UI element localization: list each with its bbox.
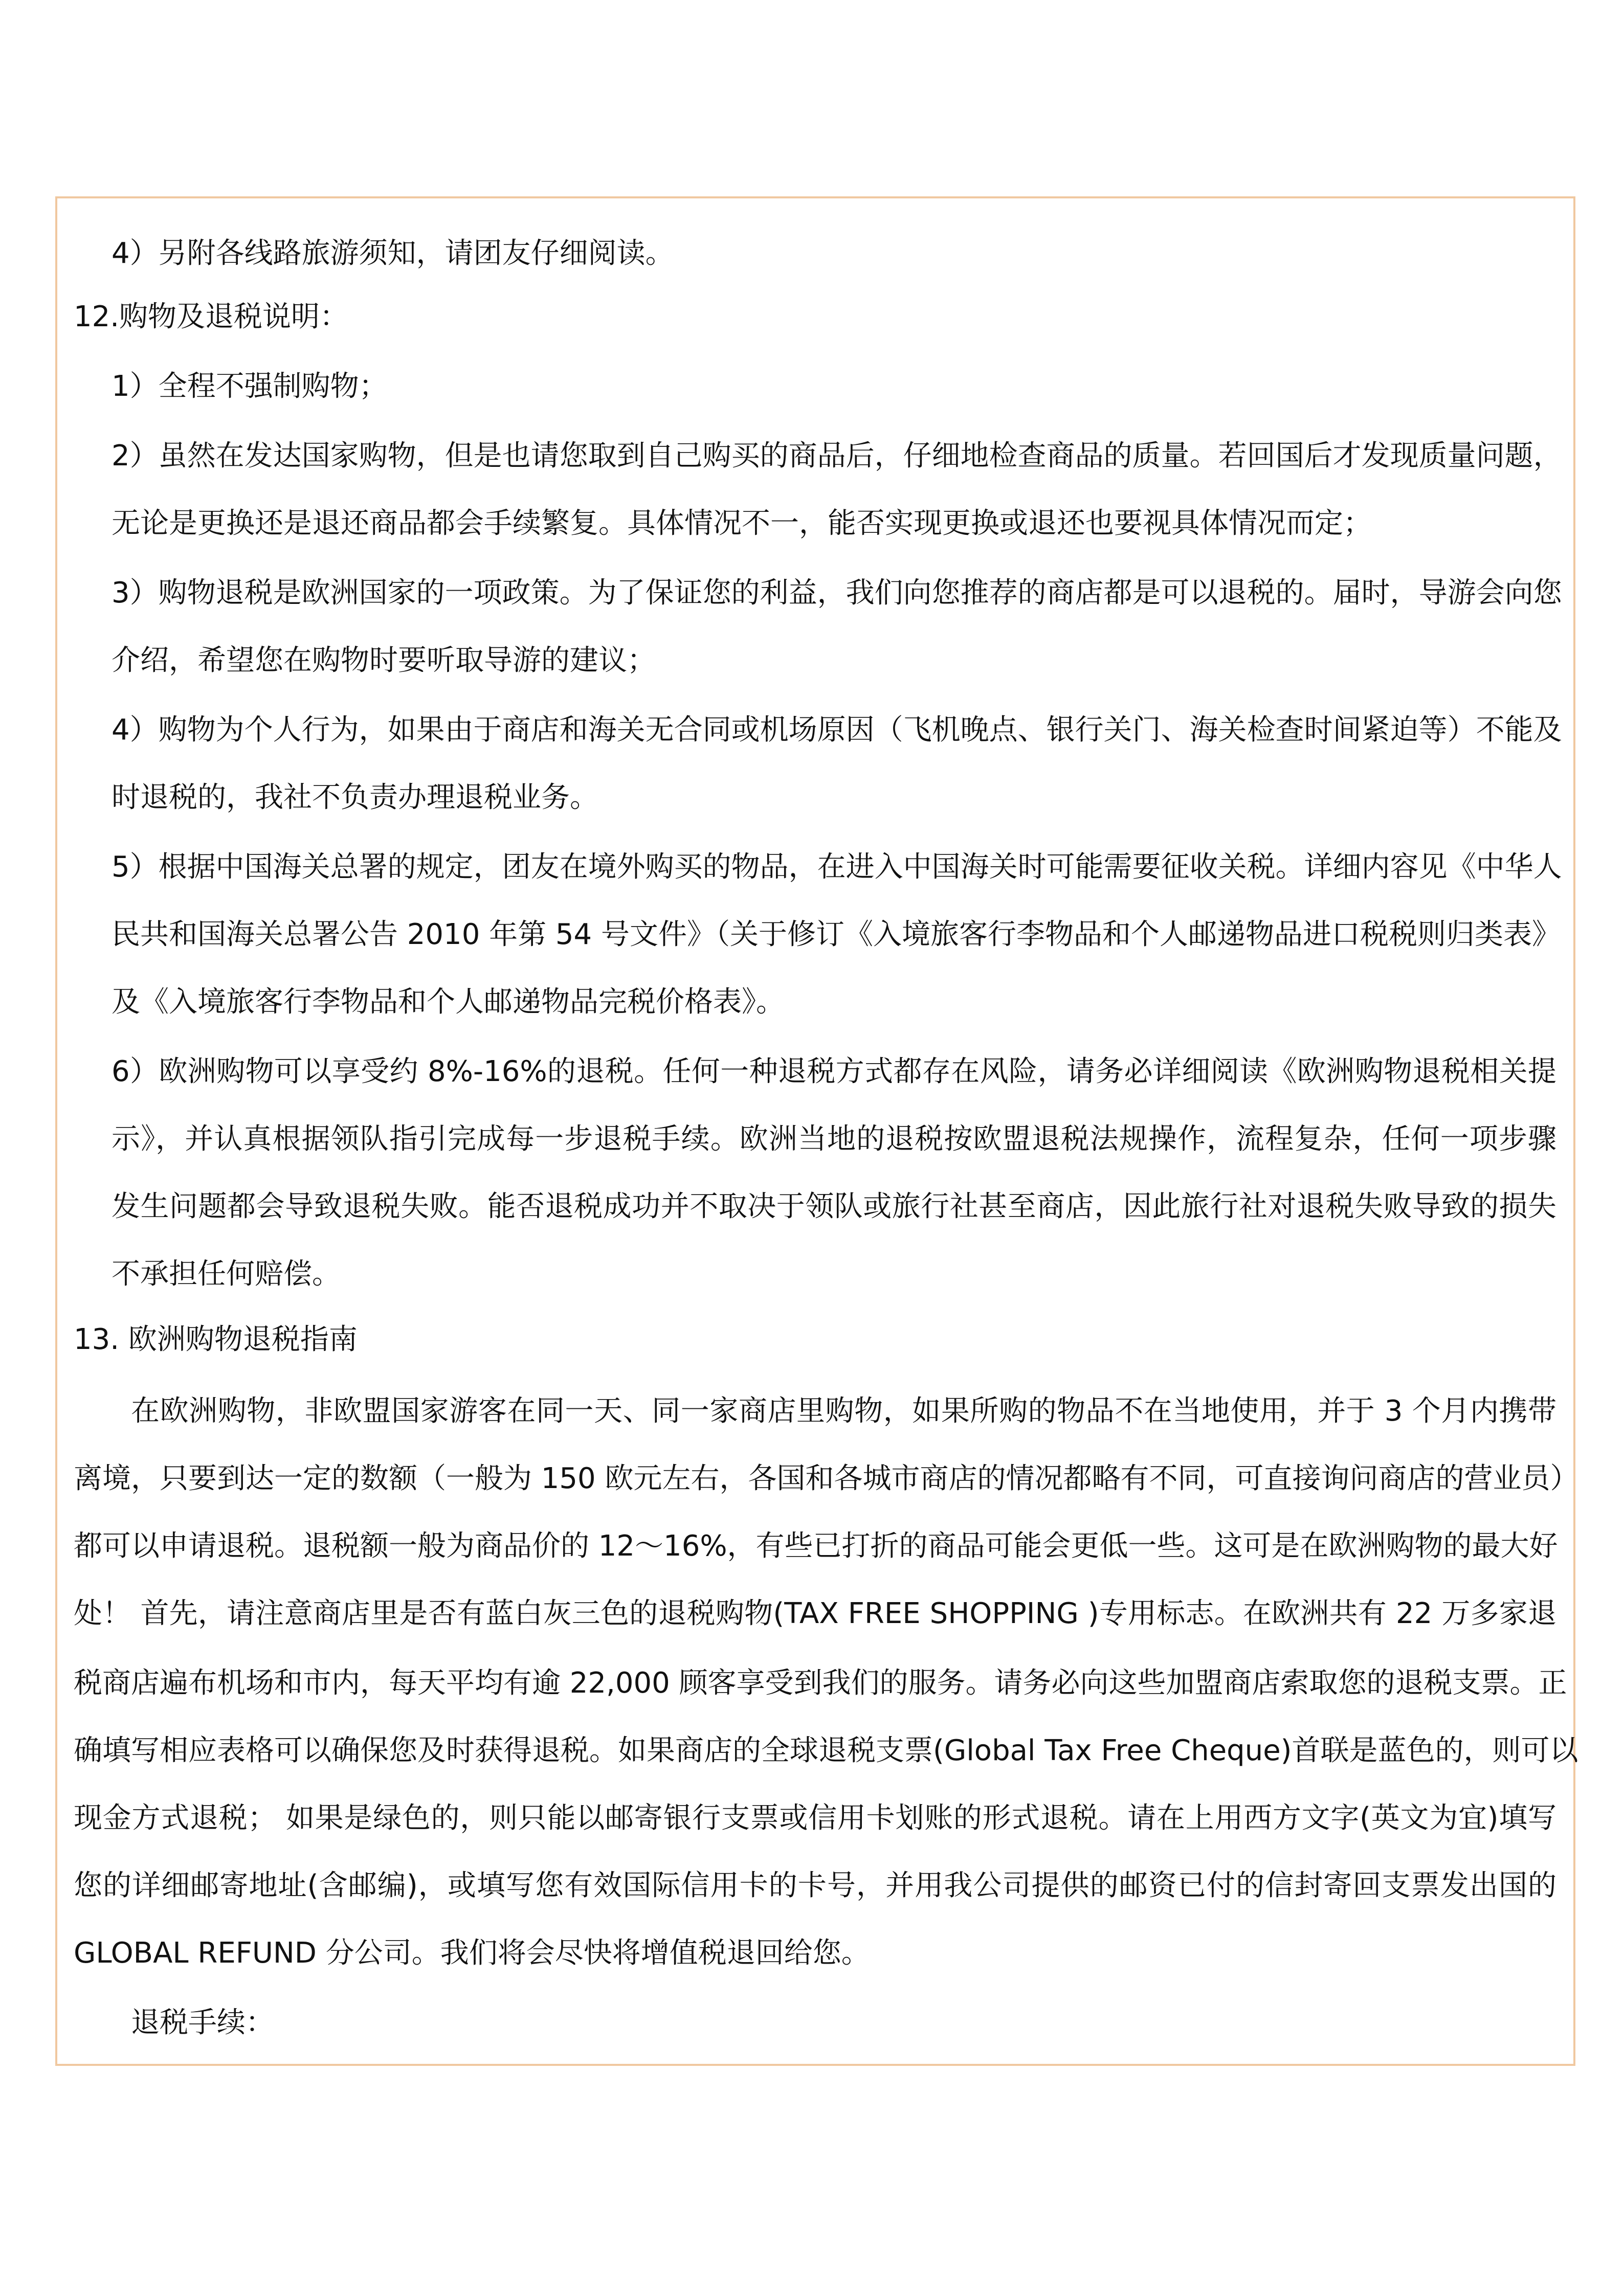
- text-line: 您的详细邮寄地址(含邮编)，或填写您有效国际信用卡的卡号，并用我公司提供的邮资已付的信封寄回支票发出国的: [74, 1869, 1556, 1902]
- text-line: 6）欧洲购物可以享受约 8%-16%的退税。任何一种退税方式都存在风险，请务必详细阅读《欧洲购物退税相关提: [112, 1055, 1556, 1088]
- text-line: 确填写相应表格可以确保您及时获得退税。如果商店的全球退税支票(Global Tax Free Cheque)首联是蓝色的，则可以: [74, 1734, 1578, 1767]
- text-line: 民共和国海关总署公告 2010 年第 54 号文件》（关于修订《入境旅客行李物品和个人邮递物品进口税税则归类表》: [112, 918, 1561, 951]
- text-line: 3）购物退税是欧洲国家的一项政策。为了保证您的利益，我们向您推荐的商店都是可以退税的。届时，导游会向您: [112, 576, 1562, 610]
- text-line: 退税手续：: [131, 2006, 274, 2039]
- text-line: 税商店遍布机场和市内，每天平均有逾 22,000 顾客享受到我们的服务。请务必向这些加盟商店索取您的退税支票。正: [74, 1667, 1567, 1700]
- section-heading: 13. 欧洲购物退税指南: [74, 1323, 358, 1356]
- text-line: 及《入境旅客行李物品和个人邮递物品完税价格表》。: [112, 985, 785, 1019]
- text-line: 不承担任何赔偿。: [112, 1257, 341, 1291]
- text-line: 5）根据中国海关总署的规定，团友在境外购买的物品，在进入中国海关时可能需要征收关税。详细内容见《中华人: [112, 850, 1562, 884]
- text-line: 1）全程不强制购物；: [112, 370, 388, 403]
- text-line: 离境，只要到达一定的数额（一般为 150 欧元左右，各国和各城市商店的情况都略有不同，可直接询问商店的营业员）: [74, 1462, 1579, 1495]
- text-line: 时退税的，我社不负责办理退税业务。: [112, 781, 598, 814]
- section-heading: 12.购物及退税说明：: [74, 300, 349, 333]
- text-line: 示》，并认真根据领队指引完成每一步退税手续。欧洲当地的退税按欧盟退税法规操作，流程复杂，任何一项步骤: [112, 1122, 1556, 1156]
- text-line: 发生问题都会导致退税失败。能否退税成功并不取决于领队或旅行社甚至商店，因此旅行社对退税失败导致的损失: [112, 1190, 1556, 1223]
- text-line: 都可以申请退税。退税额一般为商品价的 12～16%，有些已打折的商品可能会更低一些。这可是在欧洲购物的最大好: [74, 1529, 1558, 1563]
- text-line: 4）另附各线路旅游须知，请团友仔细阅读。: [112, 237, 674, 270]
- text-line: 处！ 首先，请注意商店里是否有蓝白灰三色的退税购物(TAX FREE SHOPPING )专用标志。在欧洲共有 22 万多家退: [74, 1597, 1556, 1630]
- text-line: 现金方式退税； 如果是绿色的，则只能以邮寄银行支票或信用卡划账的形式退税。请在上用西方文字(英文为宜)填写: [74, 1802, 1556, 1835]
- text-line: 介绍，希望您在购物时要听取导游的建议；: [112, 644, 656, 677]
- text-line: 在欧洲购物，非欧盟国家游客在同一天、同一家商店里购物，如果所购的物品不在当地使用，并于 3 个月内携带: [131, 1394, 1556, 1428]
- text-line: 2）虽然在发达国家购物，但是也请您取到自己购买的商品后，仔细地检查商品的质量。若回国后才发现质量问题，: [112, 439, 1562, 472]
- text-line: GLOBAL REFUND 分公司。我们将会尽快将增值税退回给您。: [74, 1937, 870, 1970]
- text-line: 4）购物为个人行为，如果由于商店和海关无合同或机场原因（飞机晚点、银行关门、海关检查时间紧迫等）不能及: [112, 713, 1562, 747]
- text-line: 无论是更换还是退还商品都会手续繁复。具体情况不一，能否实现更换或退还也要视具体情况而定；: [112, 507, 1372, 540]
